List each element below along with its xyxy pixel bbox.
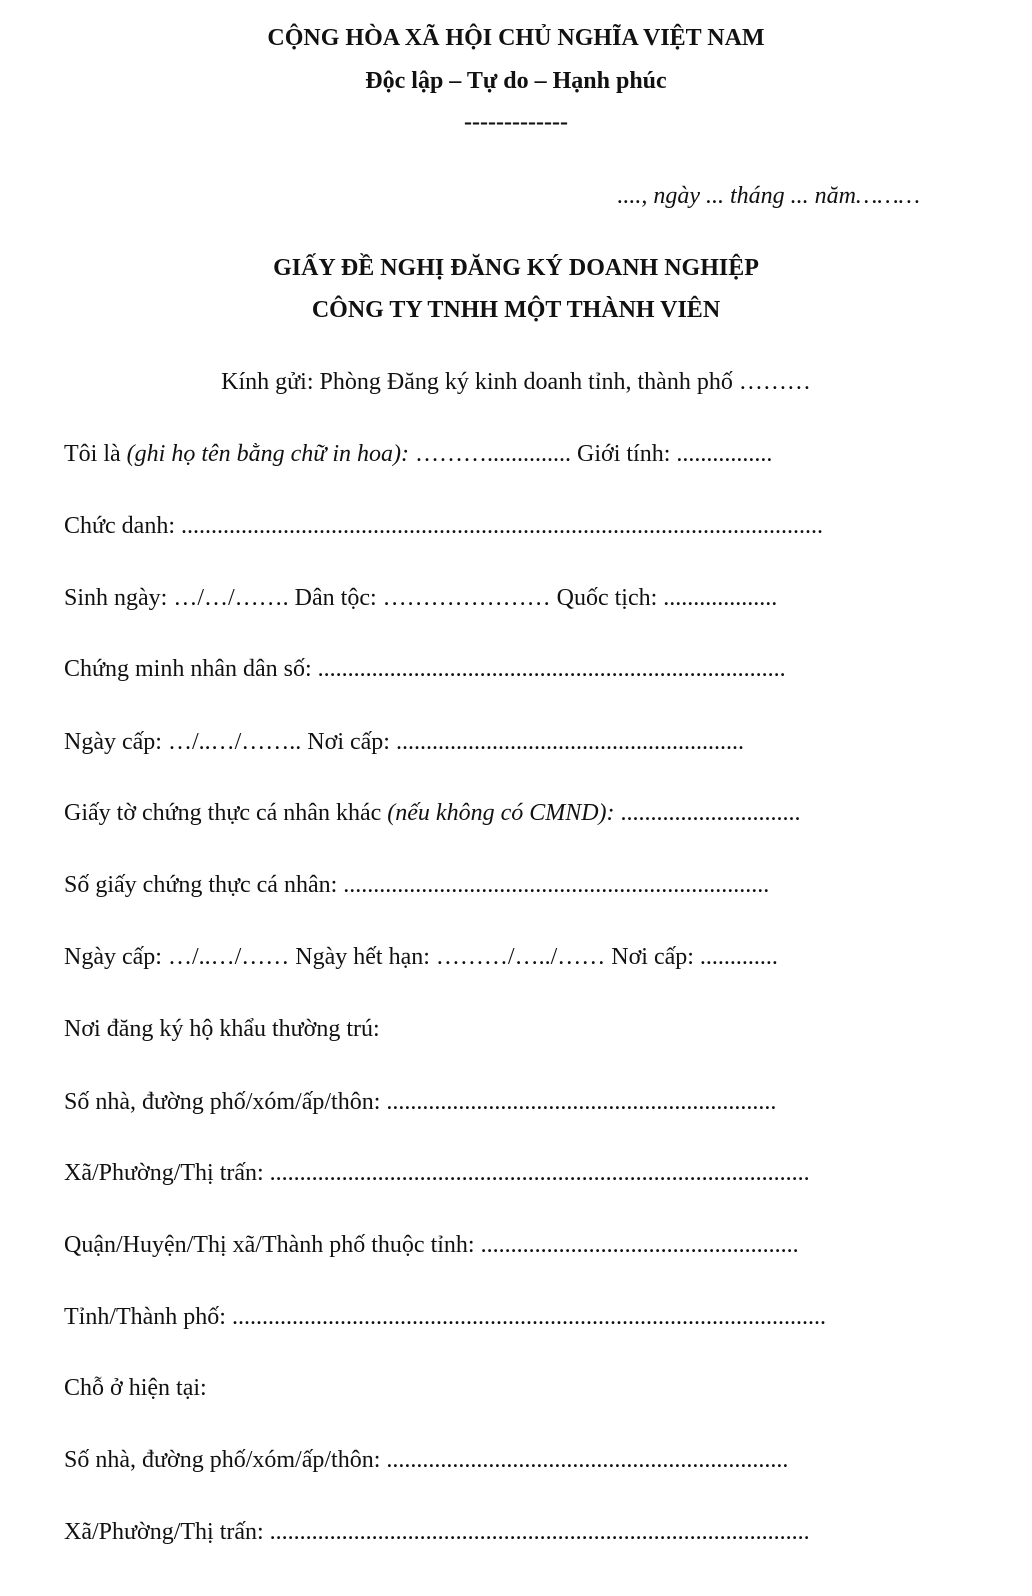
field-name [64,442,772,466]
country-heading: CỘNG HÒA XÃ HỘI CHỦ NGHĨA VIỆT NAM [267,25,765,51]
document-title: GIẤY ĐỀ NGHỊ ĐĂNG KÝ DOANH NGHIỆP [273,255,759,281]
field-other-id-hint: (nếu không có CMND): [387,800,615,826]
header-divider: ------------- [464,109,568,135]
field-id-number: Chứng minh nhân dân số: .............................................................................. [64,656,786,682]
field-pr-ward: Xã/Phường/Thị trấn: .......................................................................................... [64,1160,810,1186]
document-subtitle: CÔNG TY TNHH MỘT THÀNH VIÊN [311,297,721,323]
field-other-id [64,801,801,825]
field-other-id-label: Giấy tờ chứng thực cá nhân khác [64,800,388,826]
field-name-hint: (ghi họ tên bằng chữ in hoa): [126,441,410,467]
field-pr-district: Quận/Huyện/Thị xã/Thành phố thuộc tỉnh: ..................................................... [64,1232,799,1258]
motto-heading: Độc lập – Tự do – Hạnh phúc [365,68,667,94]
field-pr-province: Tỉnh/Thành phố: ................................................................................................... [64,1304,826,1330]
field-name-label: Tôi là [64,441,127,467]
field-current-residence: Chỗ ở hiện tại: [64,1375,207,1401]
field-cr-ward: Xã/Phường/Thị trấn: .......................................................................................... [64,1519,810,1545]
field-pr-street: Số nhà, đường phố/xóm/ấp/thôn: ................................................................. [64,1089,777,1115]
field-name-rest: ……….............. Giới tính: ................ [409,441,773,467]
field-other-id-number: Số giấy chứng thực cá nhân: ....................................................................... [64,872,770,898]
field-birth: Sinh ngày: …/…/……. Dân tộc: ………………… Quốc tịch: ................... [64,585,778,611]
date-line: ...., ngày ... tháng ... năm……… [617,183,920,209]
field-permanent-residence: Nơi đăng ký hộ khẩu thường trú: [64,1016,380,1042]
field-other-id-rest: .............................. [614,800,801,826]
field-other-id-dates: Ngày cấp: …/..…/…… Ngày hết hạn: ………/…../…… Nơi cấp: ............. [64,944,778,970]
recipient-line: Kính gửi: Phòng Đăng ký kinh doanh tỉnh, thành phố ……… [221,369,811,395]
field-position: Chức danh: ........................................................................................................... [64,513,823,539]
field-id-issue: Ngày cấp: …/..…/…….. Nơi cấp: .......................................................... [64,729,744,755]
field-cr-street: Số nhà, đường phố/xóm/ấp/thôn: ................................................................... [64,1447,789,1473]
